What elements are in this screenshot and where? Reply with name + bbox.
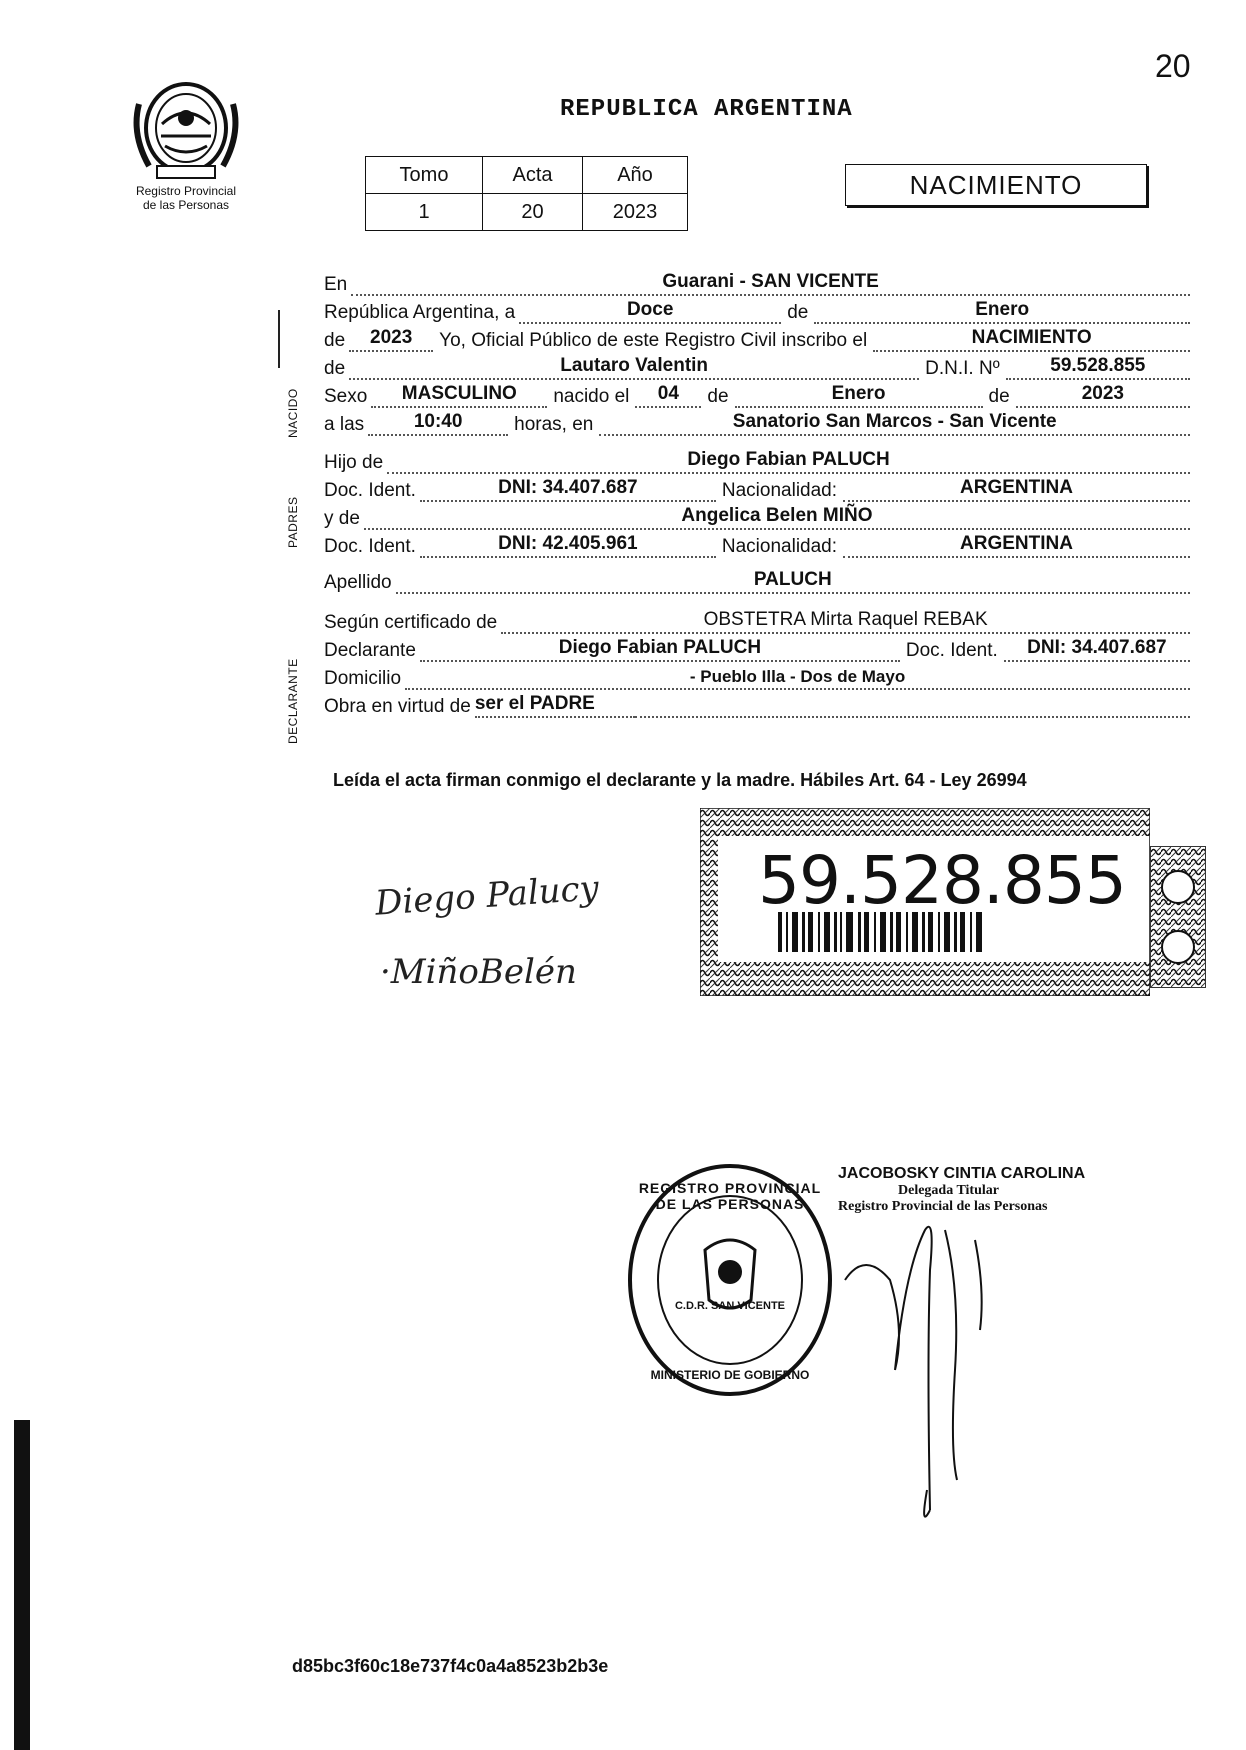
official-name: JACOBOSKY CINTIA CAROLINA: [838, 1165, 1086, 1182]
logo-caption-line2: de las Personas: [142, 198, 230, 212]
year-value: 2023: [349, 327, 433, 352]
certificate-issuer: OBSTETRA Mirta Raquel REBAK: [501, 609, 1190, 634]
acta-header: Acta: [483, 157, 583, 194]
section-label-declarante: DECLARANTE: [286, 658, 300, 744]
row-en: [324, 268, 1190, 296]
mother-nationality: ARGENTINA: [843, 533, 1190, 558]
republica-label: República Argentina, a: [324, 302, 516, 323]
seal-outer-text: REGISTRO PROVINCIAL DE LAS PERSONAS: [638, 1180, 822, 1212]
doc-label-mother: Doc. Ident.: [324, 536, 416, 557]
logo-caption-line1: Registro Provincial: [135, 184, 237, 198]
place-of-registry: Guarani - SAN VICENTE: [351, 271, 1190, 296]
month-value: Enero: [814, 299, 1190, 324]
row-republica: [324, 296, 1190, 324]
country-title: REPUBLICA ARGENTINA: [560, 96, 853, 123]
child-name: Lautaro Valentin: [349, 355, 919, 380]
apellido-value: PALUCH: [396, 569, 1190, 594]
hijo-label: Hijo de: [324, 452, 384, 473]
alas-label: a las: [324, 414, 365, 435]
dni-label: D.N.I. Nº: [925, 358, 1000, 379]
row-father-doc: [324, 474, 1190, 502]
anio-header: Año: [583, 157, 688, 194]
oficial-text: Yo, Oficial Público de este Registro Civil inscribo el: [439, 330, 868, 351]
en-label: En: [324, 274, 348, 295]
de-label-1: de: [787, 302, 809, 323]
obra-label: Obra en virtud de: [324, 696, 471, 717]
obra-dots: [635, 694, 1190, 718]
birth-place: Sanatorio San Marcos - San Vicente: [599, 411, 1190, 436]
province-logo: [112, 74, 260, 212]
nacido-label: nacido el: [553, 386, 630, 407]
official-block: [838, 1165, 1088, 1215]
doc-label-father: Doc. Ident.: [324, 480, 416, 501]
father-signature: Diego Palucy: [373, 868, 601, 924]
row-segun: [324, 606, 1190, 634]
hologram: [1150, 846, 1206, 988]
birth-year: 2023: [1016, 383, 1190, 408]
domicilio-label: Domicilio: [324, 668, 402, 689]
tomo-value: 1: [366, 194, 483, 231]
father-nationality: ARGENTINA: [843, 477, 1190, 502]
birth-month: Enero: [735, 383, 983, 408]
official-office: Registro Provincial de las Personas: [838, 1199, 1048, 1214]
day-value: Doce: [519, 299, 781, 324]
nacionalidad-label-father: Nacionalidad:: [721, 480, 838, 501]
de-label-2: de: [324, 330, 346, 351]
row-mother-doc: [324, 530, 1190, 558]
declarante-name: Diego Fabian PALUCH: [420, 637, 900, 662]
section-label-padres: PADRES: [286, 496, 300, 548]
row-mother: [324, 502, 1190, 530]
official-title: Delegada Titular: [898, 1183, 999, 1198]
row-oficial: [324, 324, 1190, 352]
mother-doc: DNI: 42.405.961: [420, 533, 716, 558]
mother-signature: ·MiñoBelén: [380, 952, 577, 992]
act-value: NACIMIENTO: [873, 327, 1190, 352]
declarante-doc: DNI: 34.407.687: [1004, 637, 1190, 662]
section-label-nacido: NACIDO: [286, 388, 300, 438]
de-label-5: de: [988, 386, 1010, 407]
dni-value: 59.528.855: [1006, 355, 1190, 380]
anio-value: 2023: [583, 194, 688, 231]
row-hora: [324, 408, 1190, 436]
dni-sticker-number: 59.528.855: [758, 842, 1126, 919]
segun-label: Según certificado de: [324, 612, 498, 633]
birth-time: 10:40: [368, 411, 508, 436]
seal-inner-top: C.D.R. SAN VICENTE: [674, 1300, 785, 1312]
acta-value: 20: [483, 194, 583, 231]
row-obra: [324, 690, 1190, 718]
row-declarante: [324, 634, 1190, 662]
nacionalidad-label-mother: Nacionalidad:: [721, 536, 838, 557]
document-type: NACIMIENTO: [845, 164, 1147, 206]
father-doc: DNI: 34.407.687: [420, 477, 716, 502]
mother-name: Angelica Belen MIÑO: [364, 505, 1190, 530]
seal-inner-bottom: MINISTERIO DE GOBIERNO: [650, 1368, 810, 1382]
row-sexo: [324, 380, 1190, 408]
document-hash: d85bc3f60c18e737f4c0a4a8523b2b3e: [292, 1656, 609, 1676]
official-signature: [835, 1210, 1005, 1530]
horas-label: horas, en: [514, 414, 594, 435]
birth-day: 04: [635, 383, 701, 408]
margin-line: [278, 310, 280, 368]
legal-note: Leída el acta firman conmigo el declarante y la madre. Hábiles Art. 64 - Ley 26994: [333, 770, 1027, 790]
apellido-label: Apellido: [324, 572, 392, 593]
domicilio-value: - Pueblo Illa - Dos de Mayo: [405, 665, 1190, 690]
row-name: [324, 352, 1190, 380]
crest-icon: [127, 74, 245, 184]
doc-label-declarante: Doc. Ident.: [905, 640, 998, 661]
de-label-3: de: [324, 358, 346, 379]
declarante-label: Declarante: [324, 640, 416, 661]
sexo-value: MASCULINO: [371, 383, 547, 408]
obra-value: ser el PADRE: [475, 693, 635, 718]
yde-label: y de: [324, 508, 360, 529]
row-domicilio: [324, 662, 1190, 690]
father-name: Diego Fabian PALUCH: [387, 449, 1190, 474]
tomo-header: Tomo: [366, 157, 483, 194]
row-apellido: [324, 566, 1190, 594]
page-number: 20: [1155, 48, 1191, 84]
sexo-label: Sexo: [324, 386, 368, 407]
binding-strip: [14, 1420, 30, 1750]
de-label-4: de: [707, 386, 729, 407]
row-hijo: [324, 446, 1190, 474]
registry-table: [365, 156, 688, 231]
